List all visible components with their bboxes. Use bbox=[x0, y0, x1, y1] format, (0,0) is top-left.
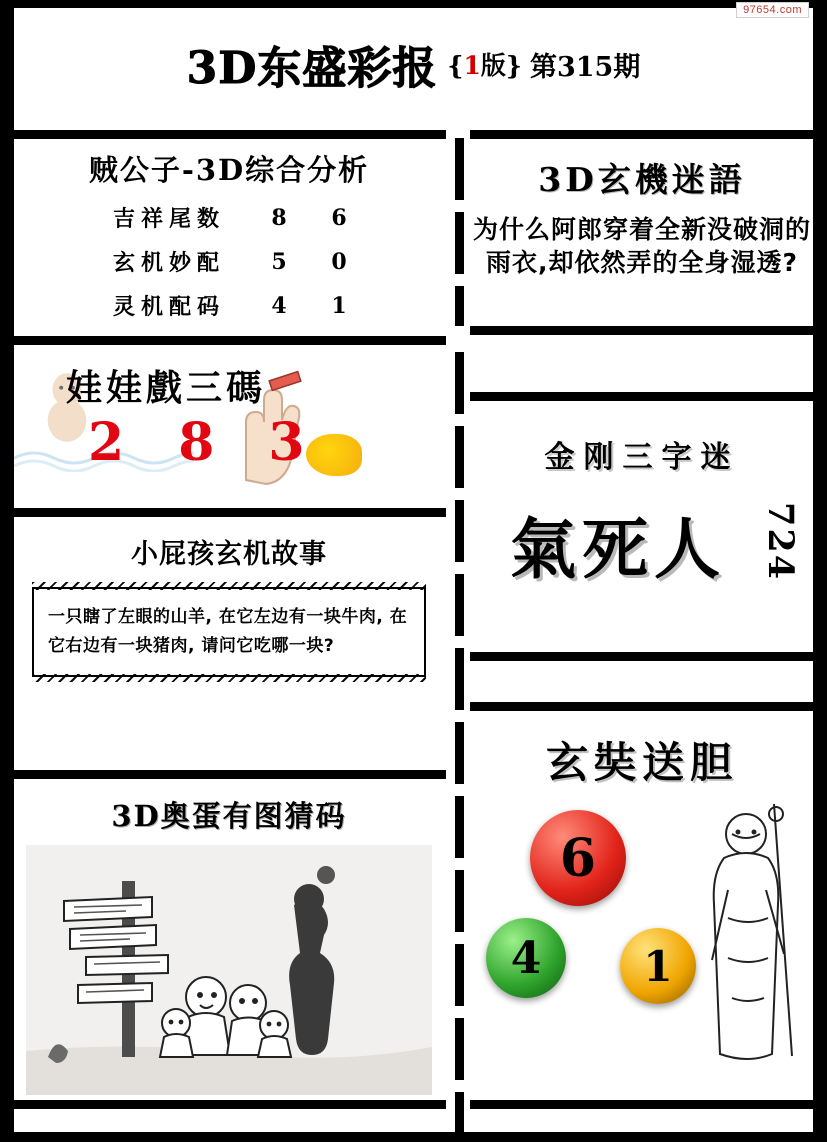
column-divider-13 bbox=[455, 1018, 464, 1080]
version-bracket-right: } bbox=[505, 51, 522, 80]
frame-bottom-bar bbox=[0, 1132, 827, 1142]
zigzag-top-border bbox=[32, 582, 426, 590]
cartoon-illustration bbox=[26, 845, 432, 1095]
rule-right-4 bbox=[470, 652, 813, 661]
story-text: 一只瞎了左眼的山羊, 在它左边有一块牛肉, 在它右边有一块猪肉, 请问它吃哪一块? bbox=[48, 607, 408, 657]
column-divider-10 bbox=[455, 796, 464, 858]
version-number: 1 bbox=[463, 51, 481, 80]
monk-figure-icon bbox=[688, 798, 808, 1063]
version-word: 版 bbox=[480, 51, 506, 80]
analysis-row-label: 玄机妙配 bbox=[112, 250, 225, 276]
panel-3d-riddle bbox=[472, 140, 812, 325]
analysis-row bbox=[14, 246, 444, 277]
frame-top-bar bbox=[0, 0, 827, 8]
three-char-title: 金刚三字迷 bbox=[544, 440, 740, 475]
doll-number: 3 bbox=[268, 412, 305, 473]
monk-title: 玄奘送胆 bbox=[545, 738, 738, 787]
column-divider-1 bbox=[455, 138, 464, 200]
riddle-title: 3D玄機迷語 bbox=[538, 160, 746, 199]
panel-comprehensive-analysis bbox=[14, 140, 444, 325]
riddle-text: 为什么阿郎穿着全新没破洞的雨衣,却依然弄的全身湿透? bbox=[472, 215, 811, 277]
rule-left-3 bbox=[14, 508, 446, 517]
lottery-ball: 4 bbox=[486, 918, 566, 998]
story-title: 小屁孩玄机故事 bbox=[131, 539, 327, 570]
panel-monk-lucky-numbers bbox=[472, 712, 812, 1112]
panel-kid-story bbox=[14, 524, 444, 754]
rule-right-5 bbox=[470, 702, 813, 711]
analysis-row-value-2: 6 bbox=[331, 204, 347, 231]
doll-title: 娃娃戲三碼 bbox=[66, 367, 267, 409]
analysis-row-label: 灵机配码 bbox=[112, 294, 225, 320]
column-divider-4 bbox=[455, 352, 464, 414]
rule-left-4 bbox=[14, 770, 446, 779]
doll-number: 8 bbox=[178, 412, 215, 473]
lottery-balls bbox=[472, 798, 812, 1068]
panel-three-character-riddle bbox=[472, 406, 812, 651]
three-char-side-number: 724 bbox=[760, 502, 801, 582]
analysis-row bbox=[14, 202, 444, 233]
analysis-row-value-1: 4 bbox=[271, 292, 287, 319]
frame-right-bar bbox=[813, 0, 827, 1142]
column-divider-3 bbox=[455, 286, 464, 326]
analysis-row-value-1: 8 bbox=[271, 204, 287, 231]
column-divider-5 bbox=[455, 426, 464, 488]
analysis-row-value-1: 5 bbox=[271, 248, 287, 275]
panel-doll-three-codes bbox=[14, 352, 444, 497]
picture-guess-title: 3D奥蛋有图猜码 bbox=[111, 799, 347, 833]
column-divider-11 bbox=[455, 870, 464, 932]
page-header bbox=[0, 28, 827, 100]
version-badge bbox=[447, 46, 522, 82]
lottery-ball: 6 bbox=[530, 810, 626, 906]
rule-right-2 bbox=[470, 326, 813, 335]
version-bracket-left: { bbox=[447, 51, 464, 80]
zigzag-bottom-border bbox=[32, 674, 426, 682]
column-divider-12 bbox=[455, 944, 464, 1006]
column-divider-8 bbox=[455, 648, 464, 710]
doll-numbers bbox=[14, 412, 444, 473]
page-title: 3D东盛彩报 bbox=[186, 43, 438, 94]
cartoon-drawing bbox=[26, 845, 432, 1095]
issue-number: 第315期 bbox=[529, 51, 641, 83]
story-box bbox=[32, 587, 426, 677]
panel-picture-guess bbox=[14, 784, 444, 1104]
column-divider-9 bbox=[455, 722, 464, 784]
doll-number: 2 bbox=[88, 412, 125, 473]
column-divider-7 bbox=[455, 574, 464, 636]
site-watermark: 97654.com bbox=[736, 2, 809, 18]
rule-right-3 bbox=[470, 392, 813, 401]
column-divider-6 bbox=[455, 500, 464, 562]
analysis-row-value-2: 1 bbox=[331, 292, 347, 319]
analysis-row bbox=[14, 290, 444, 321]
analysis-row-value-2: 0 bbox=[331, 248, 347, 275]
three-char-answer: 氣死人 bbox=[510, 510, 726, 588]
column-divider-14 bbox=[455, 1092, 464, 1132]
frame-left-bar bbox=[0, 0, 14, 1142]
analysis-row-label: 吉祥尾数 bbox=[112, 206, 225, 232]
analysis-title: 贼公子-3D综合分析 bbox=[88, 153, 370, 187]
column-divider-2 bbox=[455, 212, 464, 274]
rule-right-1 bbox=[470, 130, 813, 139]
lottery-ball: 1 bbox=[620, 928, 696, 1004]
rule-left-2 bbox=[14, 336, 446, 345]
rule-left-1 bbox=[14, 130, 446, 139]
